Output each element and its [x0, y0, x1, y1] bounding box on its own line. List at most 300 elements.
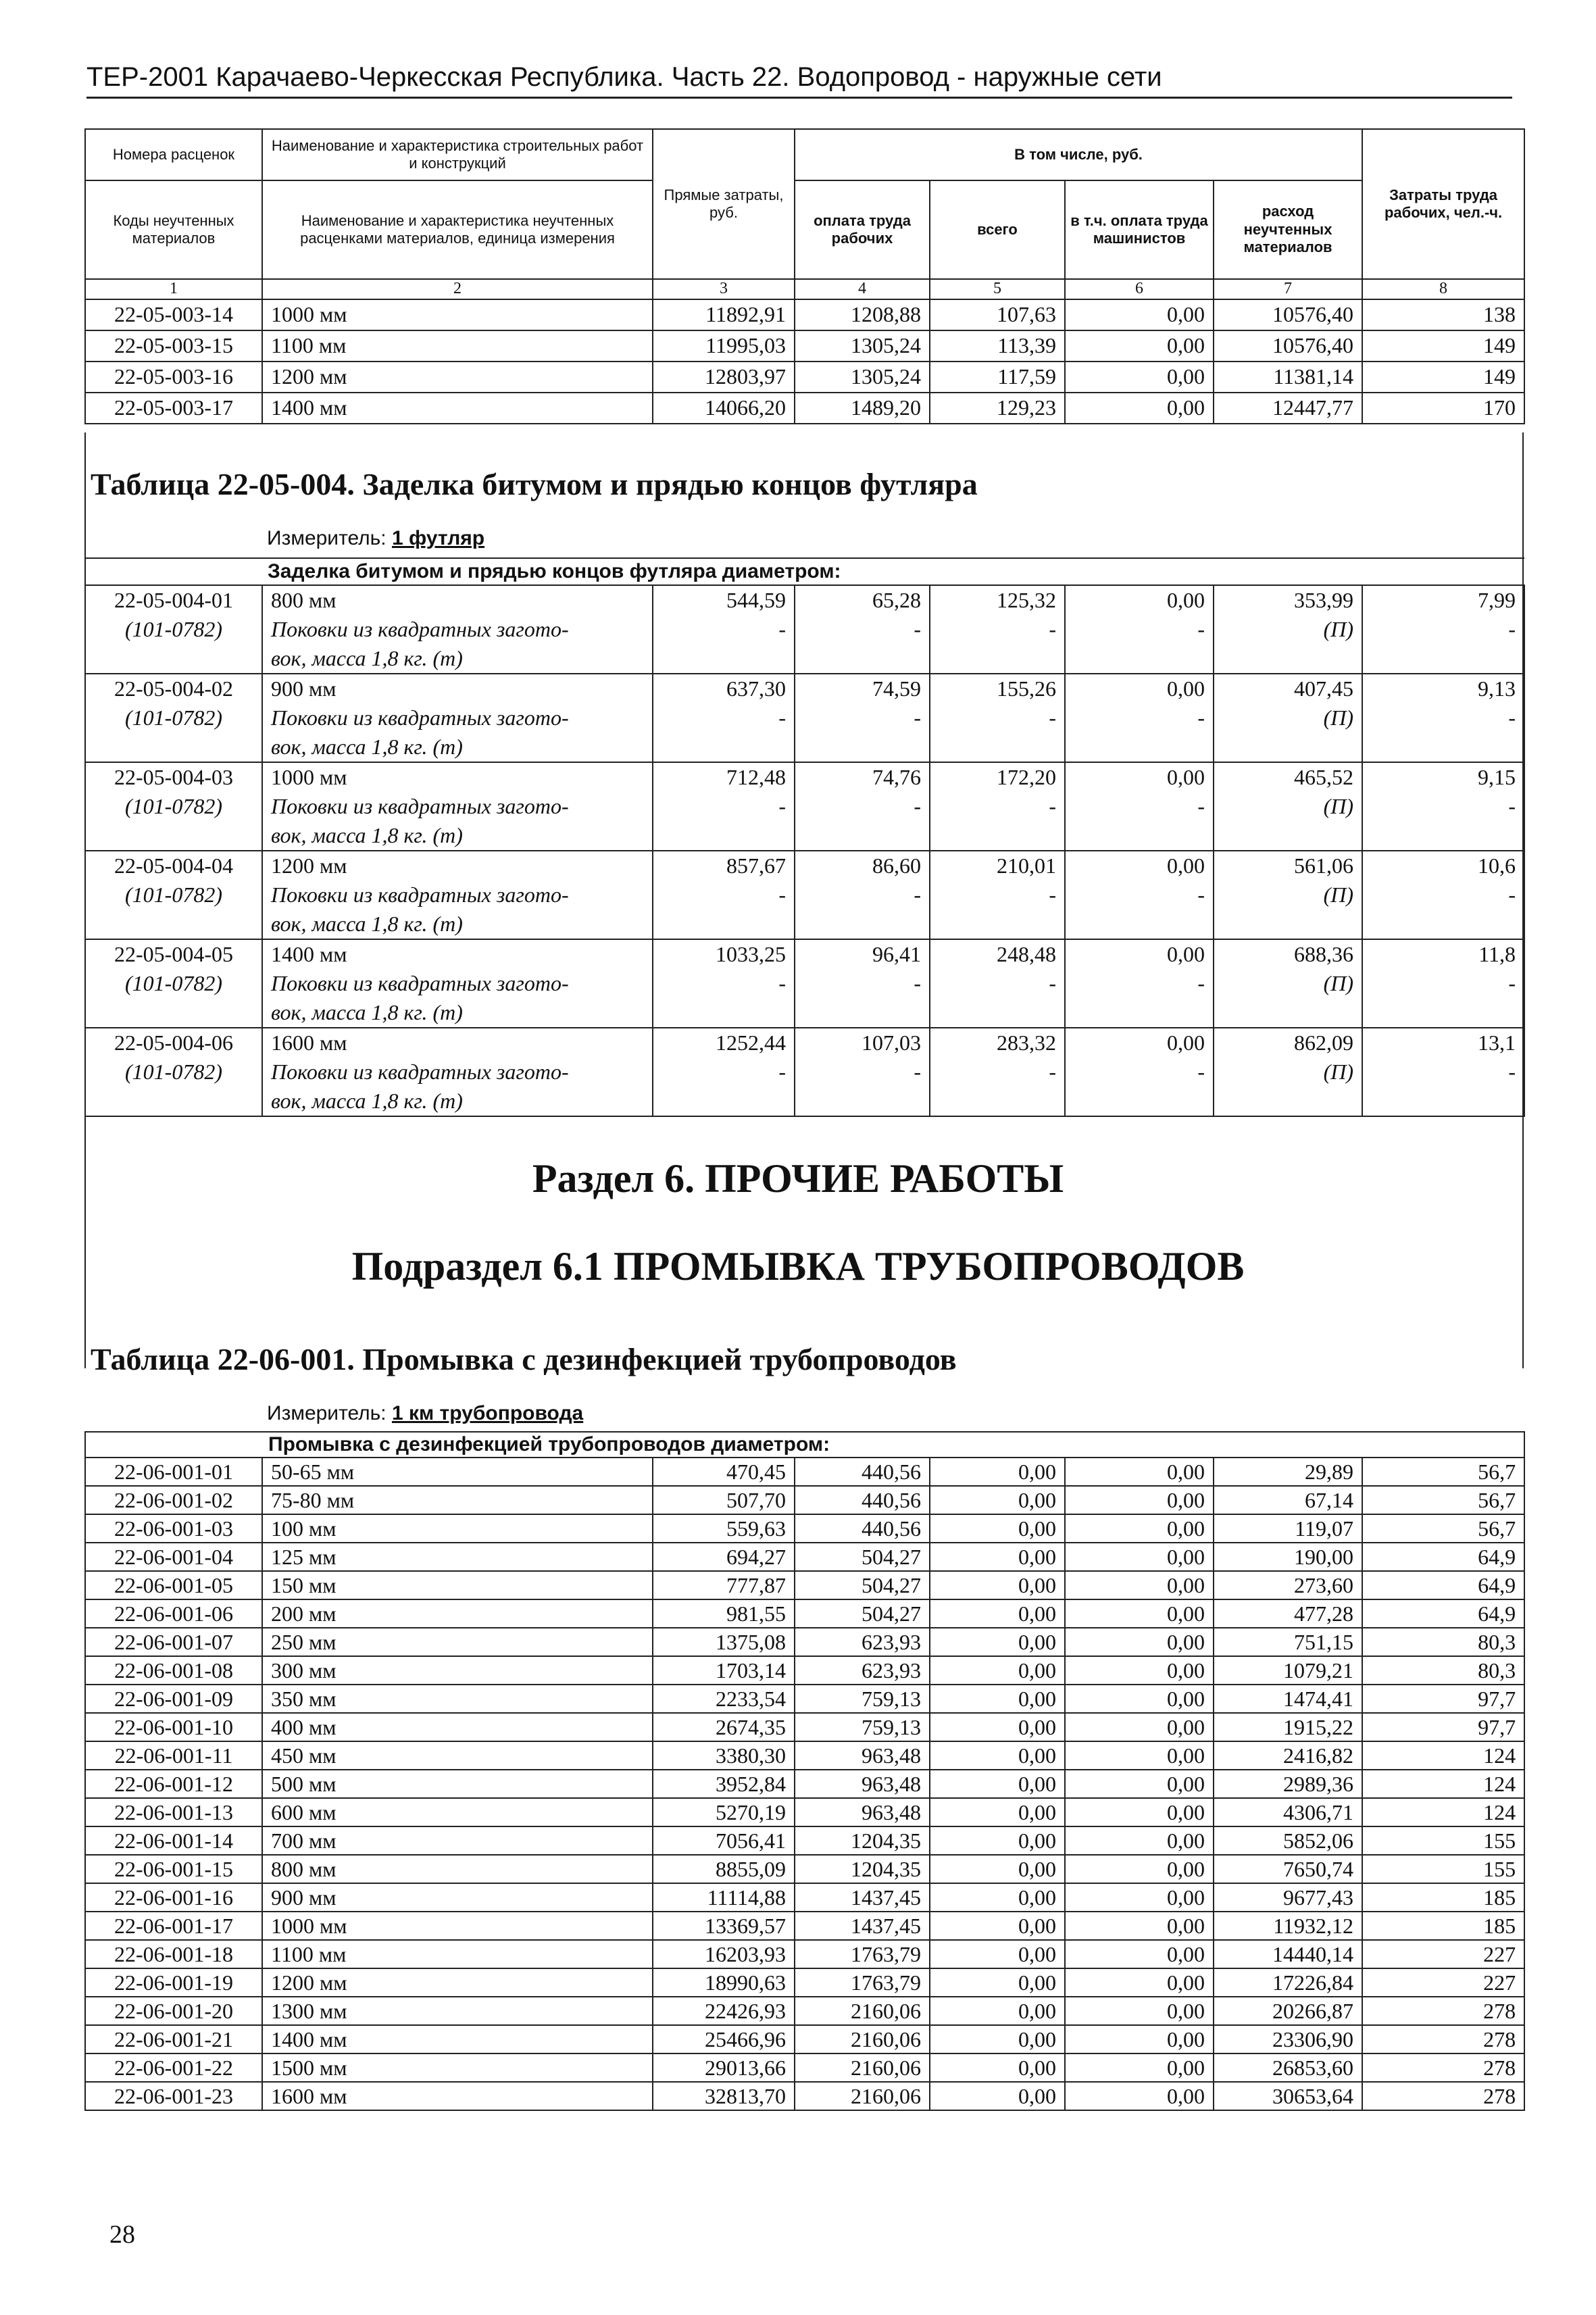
materials-cost: 407,45	[1214, 674, 1362, 703]
empty-cell	[795, 910, 930, 939]
material-row	[85, 880, 1524, 910]
empty-cell	[930, 644, 1065, 674]
rate-code: 22-06-001-16	[85, 1883, 262, 1912]
table-row	[85, 851, 1524, 880]
labor-hours: 64,9	[1362, 1599, 1524, 1628]
direct-cost: 13369,57	[653, 1912, 795, 1940]
item-name: 1100 мм	[262, 330, 653, 362]
direct-cost: 470,45	[653, 1458, 795, 1486]
machine-cost: 210,01	[930, 851, 1065, 880]
material-row-cont	[85, 998, 1524, 1028]
rate-code: 22-06-001-18	[85, 1940, 262, 1968]
column-number: 4	[795, 279, 930, 299]
empty-cell	[1362, 821, 1524, 851]
rate-code: 22-06-001-21	[85, 2025, 262, 2053]
labor-hours: 56,7	[1362, 1486, 1524, 1514]
labor-hours: 80,3	[1362, 1628, 1524, 1656]
empty-cell	[1065, 910, 1214, 939]
item-name: 1400 мм	[262, 939, 653, 969]
empty-cell	[1362, 998, 1524, 1028]
table-row	[85, 1713, 1524, 1741]
table-row	[85, 939, 1524, 969]
direct-cost: 712,48	[653, 762, 795, 792]
labor-hours: 10,6	[1362, 851, 1524, 880]
table-004-measure	[267, 527, 484, 550]
machinist-wage: 0,00	[1065, 1628, 1214, 1656]
wage-cost: 1204,35	[795, 1826, 930, 1855]
machinist-wage: 0,00	[1065, 939, 1214, 969]
wage-cost: 74,76	[795, 762, 930, 792]
materials-cost: 862,09	[1214, 1028, 1362, 1057]
dash: -	[930, 880, 1065, 910]
direct-cost: 32813,70	[653, 2082, 795, 2110]
item-name: 75-80 мм	[262, 1486, 653, 1514]
column-number: 6	[1065, 279, 1214, 299]
machinist-wage: 0,00	[1065, 299, 1214, 330]
material-code: (101-0782)	[85, 880, 262, 910]
dash: -	[1065, 969, 1214, 998]
direct-cost: 25466,96	[653, 2025, 795, 2053]
empty-cell	[1214, 732, 1362, 762]
machine-cost: 0,00	[930, 1628, 1065, 1656]
empty-cell	[1065, 732, 1214, 762]
materials-cost: 477,28	[1214, 1599, 1362, 1628]
item-name: 800 мм	[262, 585, 653, 615]
rate-code: 22-06-001-06	[85, 1599, 262, 1628]
dash: -	[930, 615, 1065, 644]
dash: -	[795, 880, 930, 910]
material-mark: (П)	[1214, 880, 1362, 910]
material-row-cont	[85, 1087, 1524, 1116]
rate-code: 22-06-001-09	[85, 1685, 262, 1713]
materials-cost: 688,36	[1214, 939, 1362, 969]
wage-cost: 1437,45	[795, 1912, 930, 1940]
column-number: 8	[1362, 279, 1524, 299]
empty-cell	[85, 1087, 262, 1116]
machinist-wage: 0,00	[1065, 1685, 1214, 1713]
machine-cost: 0,00	[930, 1940, 1065, 1968]
materials-cost: 4306,71	[1214, 1798, 1362, 1826]
machine-cost: 0,00	[930, 1486, 1065, 1514]
dash: -	[1065, 792, 1214, 821]
item-name: 700 мм	[262, 1826, 653, 1855]
machinist-wage: 0,00	[1065, 330, 1214, 362]
wage-cost: 504,27	[795, 1571, 930, 1599]
wage-cost: 86,60	[795, 851, 930, 880]
materials-cost: 11381,14	[1214, 362, 1362, 393]
dash: -	[653, 703, 795, 732]
material-mark: (П)	[1214, 615, 1362, 644]
col-header-name: Наименование и характеристика строительных работ и конструкций	[262, 129, 653, 180]
materials-cost: 23306,90	[1214, 2025, 1362, 2053]
material-row	[85, 792, 1524, 821]
material-name-cont: вок, масса 1,8 кг. (т)	[262, 821, 653, 851]
rate-code: 22-06-001-07	[85, 1628, 262, 1656]
materials-cost: 751,15	[1214, 1628, 1362, 1656]
page-number: 28	[109, 2220, 135, 2249]
machinist-wage: 0,00	[1065, 1741, 1214, 1770]
labor-hours: 97,7	[1362, 1713, 1524, 1741]
rate-code: 22-06-001-03	[85, 1514, 262, 1543]
wage-cost: 504,27	[795, 1599, 930, 1628]
empty-cell	[85, 998, 262, 1028]
machine-cost: 0,00	[930, 1599, 1065, 1628]
materials-cost: 26853,60	[1214, 2053, 1362, 2082]
rate-code: 22-05-004-01	[85, 585, 262, 615]
direct-cost: 559,63	[653, 1514, 795, 1543]
item-name: 125 мм	[262, 1543, 653, 1571]
wage-cost: 2160,06	[795, 2025, 930, 2053]
material-mark: (П)	[1214, 703, 1362, 732]
col-header-vtch: в т.ч. оплата труда машинистов	[1065, 180, 1214, 279]
labor-hours: 149	[1362, 362, 1524, 393]
labor-hours: 170	[1362, 393, 1524, 424]
machine-cost: 0,00	[930, 1997, 1065, 2025]
materials-cost: 30653,64	[1214, 2082, 1362, 2110]
wage-cost: 963,48	[795, 1741, 930, 1770]
rate-code: 22-05-003-16	[85, 362, 262, 393]
empty-cell	[653, 821, 795, 851]
materials-cost: 1079,21	[1214, 1656, 1362, 1685]
direct-cost: 29013,66	[653, 2053, 795, 2082]
direct-cost: 14066,20	[653, 393, 795, 424]
dash: -	[930, 703, 1065, 732]
item-name: 1100 мм	[262, 1940, 653, 1968]
table-row	[85, 1883, 1524, 1912]
empty-cell	[1362, 644, 1524, 674]
rate-code: 22-06-001-04	[85, 1543, 262, 1571]
item-name: 50-65 мм	[262, 1458, 653, 1486]
table-row	[85, 1855, 1524, 1883]
table-006-measure	[267, 1402, 583, 1425]
dash: -	[1362, 1057, 1524, 1087]
direct-cost: 2674,35	[653, 1713, 795, 1741]
wage-cost: 440,56	[795, 1458, 930, 1486]
machinist-wage: 0,00	[1065, 1997, 1214, 2025]
col-header-rashod: расход неучтенных материалов	[1214, 180, 1362, 279]
direct-cost: 1033,25	[653, 939, 795, 969]
col-header-name2: Наименование и характеристика неучтенных расценками материалов, единица измерения	[262, 180, 653, 279]
item-name: 1200 мм	[262, 851, 653, 880]
item-name: 300 мм	[262, 1656, 653, 1685]
empty-cell	[1065, 1087, 1214, 1116]
table-row	[85, 1912, 1524, 1940]
machinist-wage: 0,00	[1065, 1028, 1214, 1057]
wage-cost: 1208,88	[795, 299, 930, 330]
empty-cell	[653, 1087, 795, 1116]
table-row	[85, 1968, 1524, 1997]
labor-hours: 9,13	[1362, 674, 1524, 703]
materials-cost: 353,99	[1214, 585, 1362, 615]
material-name-cont: вок, масса 1,8 кг. (т)	[262, 644, 653, 674]
material-name: Поковки из квадратных загото-	[262, 792, 653, 821]
machine-cost: 117,59	[930, 362, 1065, 393]
machinist-wage: 0,00	[1065, 2082, 1214, 2110]
direct-cost: 981,55	[653, 1599, 795, 1628]
material-name: Поковки из квадратных загото-	[262, 1057, 653, 1087]
rate-code: 22-06-001-17	[85, 1912, 262, 1940]
material-row	[85, 1057, 1524, 1087]
material-code: (101-0782)	[85, 615, 262, 644]
labor-hours: 155	[1362, 1826, 1524, 1855]
rate-code: 22-06-001-23	[85, 2082, 262, 2110]
empty-cell	[85, 732, 262, 762]
empty-cell	[930, 910, 1065, 939]
item-name: 1200 мм	[262, 1968, 653, 1997]
item-name: 1400 мм	[262, 393, 653, 424]
machinist-wage: 0,00	[1065, 1486, 1214, 1514]
direct-cost: 22426,93	[653, 1997, 795, 2025]
wage-cost: 1763,79	[795, 1968, 930, 1997]
table-row	[85, 1770, 1524, 1798]
rate-code: 22-06-001-14	[85, 1826, 262, 1855]
machine-cost: 0,00	[930, 1770, 1065, 1798]
material-mark: (П)	[1214, 969, 1362, 998]
machinist-wage: 0,00	[1065, 362, 1214, 393]
item-name: 1200 мм	[262, 362, 653, 393]
table-row	[85, 762, 1524, 792]
machine-cost: 0,00	[930, 1571, 1065, 1599]
rate-code: 22-06-001-20	[85, 1997, 262, 2025]
machine-cost: 0,00	[930, 1883, 1065, 1912]
labor-hours: 124	[1362, 1770, 1524, 1798]
machine-cost: 248,48	[930, 939, 1065, 969]
machinist-wage: 0,00	[1065, 1514, 1214, 1543]
direct-cost: 777,87	[653, 1571, 795, 1599]
wage-cost: 2160,06	[795, 2082, 930, 2110]
materials-cost: 465,52	[1214, 762, 1362, 792]
empty-cell	[1362, 1087, 1524, 1116]
labor-hours: 11,8	[1362, 939, 1524, 969]
wage-cost: 1204,35	[795, 1855, 930, 1883]
item-name: 900 мм	[262, 674, 653, 703]
dash: -	[1065, 703, 1214, 732]
wage-cost: 2160,06	[795, 2053, 930, 2082]
labor-hours: 7,99	[1362, 585, 1524, 615]
machinist-wage: 0,00	[1065, 1940, 1214, 1968]
direct-cost: 694,27	[653, 1543, 795, 1571]
machine-cost: 125,32	[930, 585, 1065, 615]
wage-cost: 65,28	[795, 585, 930, 615]
machinist-wage: 0,00	[1065, 851, 1214, 880]
empty-cell	[795, 998, 930, 1028]
item-name: 1400 мм	[262, 2025, 653, 2053]
dash: -	[930, 792, 1065, 821]
materials-cost: 190,00	[1214, 1543, 1362, 1571]
materials-cost: 561,06	[1214, 851, 1362, 880]
item-name: 200 мм	[262, 1599, 653, 1628]
col-header-wage: оплата труда рабочих	[795, 180, 930, 279]
dash: -	[1362, 615, 1524, 644]
wage-cost: 1489,20	[795, 393, 930, 424]
labor-hours: 155	[1362, 1855, 1524, 1883]
wage-cost: 1305,24	[795, 362, 930, 393]
labor-hours: 64,9	[1362, 1543, 1524, 1571]
material-row	[85, 615, 1524, 644]
materials-cost: 5852,06	[1214, 1826, 1362, 1855]
table-row	[85, 362, 1524, 393]
labor-hours: 9,15	[1362, 762, 1524, 792]
dash: -	[1362, 703, 1524, 732]
labor-hours: 278	[1362, 2082, 1524, 2110]
wage-cost: 759,13	[795, 1713, 930, 1741]
material-row	[85, 969, 1524, 998]
material-name-cont: вок, масса 1,8 кг. (т)	[262, 998, 653, 1028]
empty-cell	[930, 1087, 1065, 1116]
item-name: 800 мм	[262, 1855, 653, 1883]
column-number: 5	[930, 279, 1065, 299]
empty-cell	[795, 821, 930, 851]
item-name: 1300 мм	[262, 1997, 653, 2025]
machinist-wage: 0,00	[1065, 1855, 1214, 1883]
materials-cost: 20266,87	[1214, 1997, 1362, 2025]
empty-cell	[1214, 821, 1362, 851]
table-004	[84, 557, 1525, 1117]
dash: -	[795, 615, 930, 644]
empty-cell	[1214, 644, 1362, 674]
labor-hours: 278	[1362, 2053, 1524, 2082]
material-code: (101-0782)	[85, 969, 262, 998]
empty-cell	[930, 821, 1065, 851]
material-code: (101-0782)	[85, 1057, 262, 1087]
empty-cell	[85, 910, 262, 939]
labor-hours: 64,9	[1362, 1571, 1524, 1599]
table-row	[85, 1798, 1524, 1826]
table-row	[85, 1486, 1524, 1514]
direct-cost: 507,70	[653, 1486, 795, 1514]
empty-cell	[795, 732, 930, 762]
labor-hours: 97,7	[1362, 1685, 1524, 1713]
material-name-cont: вок, масса 1,8 кг. (т)	[262, 910, 653, 939]
empty-cell	[653, 732, 795, 762]
labor-hours: 278	[1362, 1997, 1524, 2025]
dash: -	[1065, 880, 1214, 910]
direct-cost: 1252,44	[653, 1028, 795, 1057]
machine-cost: 0,00	[930, 1543, 1065, 1571]
materials-cost: 9677,43	[1214, 1883, 1362, 1912]
materials-cost: 1474,41	[1214, 1685, 1362, 1713]
wage-cost: 504,27	[795, 1543, 930, 1571]
empty-cell	[1214, 910, 1362, 939]
measure-value: 1 км трубопровода	[391, 1402, 584, 1424]
empty-cell	[1065, 821, 1214, 851]
direct-cost: 637,30	[653, 674, 795, 703]
table-row	[85, 1940, 1524, 1968]
material-row-cont	[85, 644, 1524, 674]
machinist-wage: 0,00	[1065, 1968, 1214, 1997]
dash: -	[1065, 1057, 1214, 1087]
machinist-wage: 0,00	[1065, 1826, 1214, 1855]
wage-cost: 1305,24	[795, 330, 930, 362]
rate-code: 22-06-001-19	[85, 1968, 262, 1997]
materials-cost: 7650,74	[1214, 1855, 1362, 1883]
item-name: 1000 мм	[262, 299, 653, 330]
material-row	[85, 703, 1524, 732]
material-mark: (П)	[1214, 792, 1362, 821]
direct-cost: 16203,93	[653, 1940, 795, 1968]
dash: -	[930, 1057, 1065, 1087]
empty-cell	[1065, 644, 1214, 674]
materials-cost: 10576,40	[1214, 299, 1362, 330]
item-name: 350 мм	[262, 1685, 653, 1713]
rate-code: 22-05-003-17	[85, 393, 262, 424]
wage-cost: 963,48	[795, 1798, 930, 1826]
direct-cost: 857,67	[653, 851, 795, 880]
wage-cost: 440,56	[795, 1486, 930, 1514]
machine-cost: 0,00	[930, 2025, 1065, 2053]
item-name: 150 мм	[262, 1571, 653, 1599]
rate-code: 22-06-001-02	[85, 1486, 262, 1514]
labor-hours: 124	[1362, 1741, 1524, 1770]
measure-label: Измеритель:	[267, 527, 386, 549]
rate-code: 22-05-004-02	[85, 674, 262, 703]
wage-cost: 1763,79	[795, 1940, 930, 1968]
rate-code: 22-06-001-10	[85, 1713, 262, 1741]
rate-code: 22-06-001-12	[85, 1770, 262, 1798]
material-row-cont	[85, 732, 1524, 762]
measure-label: Измеритель:	[267, 1402, 386, 1424]
labor-hours: 56,7	[1362, 1458, 1524, 1486]
machine-cost: 0,00	[930, 1656, 1065, 1685]
dash: -	[1362, 792, 1524, 821]
labor-hours: 13,1	[1362, 1028, 1524, 1057]
table-row	[85, 1514, 1524, 1543]
labor-hours: 124	[1362, 1798, 1524, 1826]
labor-hours: 138	[1362, 299, 1524, 330]
materials-cost: 14440,14	[1214, 1940, 1362, 1968]
machine-cost: 0,00	[930, 2053, 1065, 2082]
rate-code: 22-05-004-06	[85, 1028, 262, 1057]
wage-cost: 2160,06	[795, 1997, 930, 2025]
direct-cost: 1703,14	[653, 1656, 795, 1685]
item-name: 450 мм	[262, 1741, 653, 1770]
material-mark: (П)	[1214, 1057, 1362, 1087]
empty-cell	[85, 644, 262, 674]
rate-code: 22-06-001-05	[85, 1571, 262, 1599]
dash: -	[930, 969, 1065, 998]
direct-cost: 11892,91	[653, 299, 795, 330]
measure-value: 1 футляр	[391, 527, 485, 549]
subsection-title: Подраздел 6.1 ПРОМЫВКА ТРУБОПРОВОДОВ	[351, 1244, 1245, 1289]
table-006	[84, 1431, 1525, 2111]
machinist-wage: 0,00	[1065, 1656, 1214, 1685]
labor-hours: 185	[1362, 1912, 1524, 1940]
column-number: 3	[653, 279, 795, 299]
direct-cost: 11995,03	[653, 330, 795, 362]
dash: -	[795, 969, 930, 998]
material-name: Поковки из квадратных загото-	[262, 969, 653, 998]
machine-cost: 0,00	[930, 1826, 1065, 1855]
table-row	[85, 1826, 1524, 1855]
empty-cell	[1362, 910, 1524, 939]
material-name: Поковки из квадратных загото-	[262, 880, 653, 910]
item-name: 250 мм	[262, 1628, 653, 1656]
table-row	[85, 1656, 1524, 1685]
item-name: 1600 мм	[262, 2082, 653, 2110]
materials-cost: 2989,36	[1214, 1770, 1362, 1798]
machinist-wage: 0,00	[1065, 674, 1214, 703]
rate-code: 22-06-001-11	[85, 1741, 262, 1770]
dash: -	[653, 1057, 795, 1087]
item-name: 900 мм	[262, 1883, 653, 1912]
col-header-direct: Прямые затраты, руб.	[653, 129, 795, 279]
table-row	[85, 674, 1524, 703]
materials-cost: 11932,12	[1214, 1912, 1362, 1940]
rate-code: 22-05-004-04	[85, 851, 262, 880]
item-name: 1600 мм	[262, 1028, 653, 1057]
machinist-wage: 0,00	[1065, 1599, 1214, 1628]
machine-cost: 0,00	[930, 1912, 1065, 1940]
